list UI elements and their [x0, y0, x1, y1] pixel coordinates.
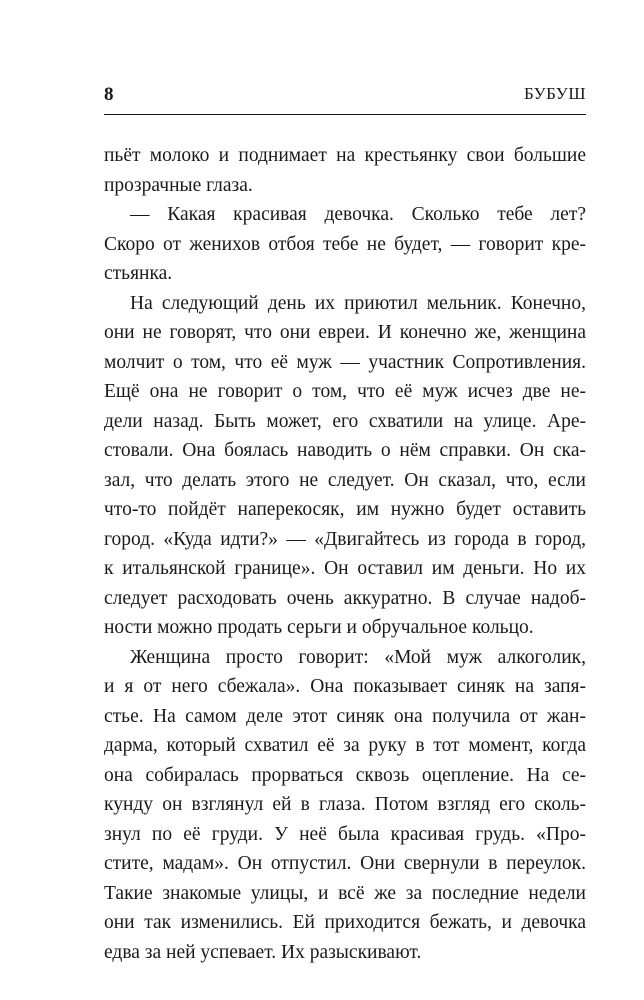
text-line: зал, что делать этого не следует. Он сказал, что, если [104, 469, 586, 491]
text-line: стите, мадам». Он отпустил. Они свернули в переулок. [104, 853, 586, 874]
text-line: Скоро от женихов отбоя тебе не будет, — говорит кре- [104, 233, 586, 255]
text-line: Женщина просто говорит: «Мой муж алкоголик, [130, 646, 586, 668]
text-line: прозрачные глаза. [104, 174, 253, 196]
text-line: пьёт молоко и поднимает на крестьянку свои большие [104, 145, 586, 166]
text-line: Такие знакомые улицы, и всё же за последние недели [104, 882, 586, 904]
text-line: На следующий день их приютил мельник. Конечно, [130, 292, 586, 314]
text-line: она собиралась прорваться сквозь оцепление. На се- [104, 764, 586, 786]
text-line: дарма, который схватил её за руку в тот момент, когда [104, 735, 586, 756]
running-title: БУБУШ [523, 84, 586, 103]
text-line: кунду он взглянул ей в глаза. Потом взгляд его сколь- [104, 794, 586, 815]
text-line: знул по её груди. У неё была красивая грудь. «Про- [104, 823, 586, 845]
text-line: молчит о том, что её муж — участник Сопротивления. [104, 351, 586, 373]
text-line: стьянка. [104, 263, 173, 284]
text-line: к итальянской границе». Он оставил им деньги. Но их [104, 558, 586, 579]
text-line: ности можно продать серьги и обручальное кольцо. [104, 617, 534, 638]
text-line: и я от него сбежала». Она показывает синяк на запя- [104, 676, 586, 697]
text-line: город. «Куда идти?» — «Двигайтесь из города в город, [104, 528, 586, 550]
paragraph [104, 289, 586, 643]
text-line: следует расходовать очень аккуратно. В случае надоб- [104, 587, 586, 609]
text-line: дели назад. Быть может, его схватили на улице. Аре- [104, 410, 586, 432]
text-line: Ещё она не говорит о том, что её муж исчез две не- [104, 381, 586, 402]
text-line: стье. На самом деле этот синяк она получила от жан- [104, 705, 586, 727]
text-line: стовали. Она боялась наводить о нём справки. Он ска- [104, 440, 586, 461]
paragraph [104, 141, 586, 200]
body-text [104, 141, 586, 967]
page-header [104, 82, 586, 115]
page-number: 8 [104, 84, 114, 105]
text-line: что-то пойдёт наперекосяк, им нужно будет оставить [104, 499, 586, 520]
paragraph [104, 200, 586, 289]
text-line: — Какая красивая девочка. Сколько тебе лет? [130, 204, 586, 225]
text-line: едва за ней успевает. Их разыскивают. [104, 941, 422, 963]
paragraph [104, 643, 586, 968]
text-line: они не говорят, что они евреи. И конечно же, женщина [104, 322, 586, 343]
text-line: они так изменились. Ей приходится бежать, и девочка [104, 912, 586, 933]
